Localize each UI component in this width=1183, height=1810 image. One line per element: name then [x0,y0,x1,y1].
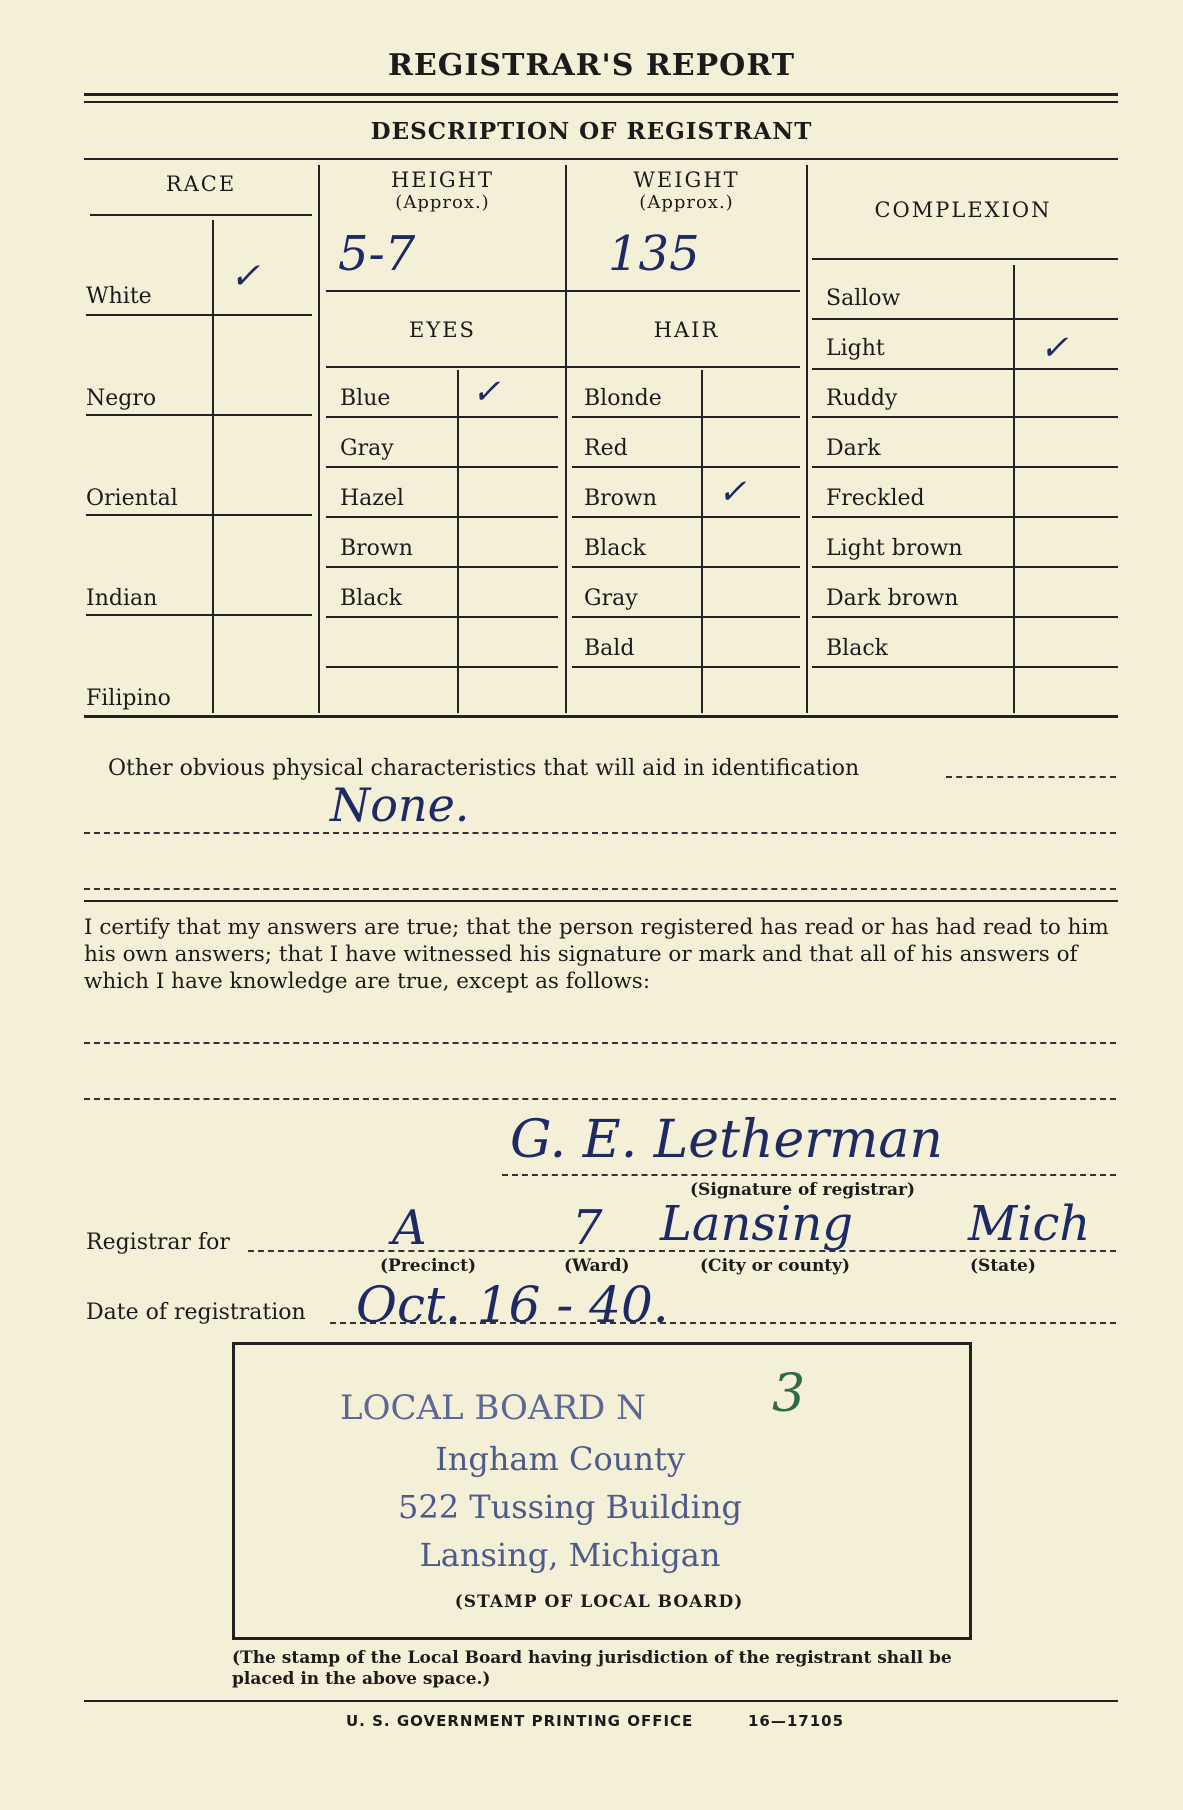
form-number: 16—17105 [748,1712,845,1730]
other-characteristics-answer: None. [330,778,470,832]
complexion-option-light-brown: Light brown [826,536,963,561]
hair-option-blonde: Blonde [584,386,662,411]
complexion-option-dark-brown: Dark brown [826,586,959,611]
row-rule [572,416,800,418]
state-caption: (State) [970,1256,1036,1276]
dotted-line [84,888,1116,890]
race-option-white: White [86,284,152,309]
stamp-note: (The stamp of the Local Board having jurisdiction of the registrant shall be placed in the above space.) [232,1648,952,1689]
table-top-rule [84,158,1118,160]
footer-rule [84,1700,1118,1702]
eyes-mark-divider [457,370,459,713]
row-rule [812,616,1118,618]
registrar-signature: G. E. Letherman [510,1110,943,1170]
city-value: Lansing [660,1196,854,1252]
weight-value: 135 [608,226,700,282]
other-characteristics-prompt: Other obvious physical characteristics that will aid in identification [108,756,860,781]
hair-option-red: Red [584,436,628,461]
hair-option-gray: Gray [584,586,638,611]
section-rule [84,900,1118,902]
eyes-option-gray: Gray [340,436,394,461]
stamp-line-3: 522 Tussing Building [398,1488,742,1526]
eyes-checkmark: ✓ [472,372,501,412]
race-option-filipino: Filipino [86,686,171,711]
eyes-option-brown: Brown [340,536,413,561]
complexion-header-rule [812,258,1118,260]
eyes-option-black: Black [340,586,402,611]
row-rule [86,514,312,516]
dotted-line [946,776,1116,778]
hair-mark-divider [701,370,703,713]
row-rule [86,314,312,316]
title-rule-2 [84,101,1118,103]
height-value: 5-7 [338,226,416,282]
row-rule [812,566,1118,568]
col-divider [806,165,808,713]
dotted-line [84,1042,1116,1044]
weight-header-label: WEIGHT [633,168,740,192]
complexion-option-freckled: Freckled [826,486,925,511]
height-header-label: HEIGHT [390,168,495,192]
table-bottom-rule [84,715,1118,718]
row-rule [572,616,800,618]
race-header-rule [90,214,312,216]
eyes-option-hazel: Hazel [340,486,404,511]
row-rule [326,666,558,668]
date-value: Oct. 16 - 40. [356,1276,669,1334]
row-rule [572,466,800,468]
stamp-line-2: Ingham County [435,1440,685,1478]
stamp-caption: (STAMP OF LOCAL BOARD) [454,1592,744,1612]
city-caption: (City or county) [700,1256,851,1276]
complexion-mark-divider [1013,265,1015,713]
complexion-option-ruddy: Ruddy [826,386,898,411]
signature-caption: (Signature of registrar) [690,1180,916,1200]
registrar-for-label: Registrar for [86,1230,230,1255]
row-rule [326,616,558,618]
ward-value: 7 [572,1200,603,1256]
title-rule [84,93,1118,96]
row-rule [86,414,312,416]
row-rule [572,516,800,518]
signature-line [502,1174,1116,1176]
complexion-header: COMPLEXION [874,198,1052,222]
row-rule [326,516,558,518]
ward-caption: (Ward) [564,1256,630,1276]
page-title: REGISTRAR'S REPORT [387,48,796,83]
race-mark-divider [212,220,214,713]
complexion-option-dark: Dark [826,436,881,461]
height-header [320,168,565,213]
race-checkmark: ✓ [230,256,261,297]
complexion-option-sallow: Sallow [826,286,901,311]
dotted-line [84,832,1116,834]
row-rule [326,416,558,418]
race-option-oriental: Oriental [86,486,178,511]
row-rule [326,466,558,468]
complexion-option-light: Light [826,336,885,361]
printer-credit: U. S. GOVERNMENT PRINTING OFFICE [346,1712,694,1730]
col-divider [318,165,320,713]
row-rule [572,566,800,568]
precinct-value: A [392,1200,427,1256]
race-option-negro: Negro [86,386,157,411]
height-header-sub: (Approx.) [395,192,490,213]
hair-option-black: Black [584,536,646,561]
row-rule [812,466,1118,468]
row-rule [812,318,1118,320]
hair-option-brown: Brown [584,486,657,511]
weight-header [567,168,806,213]
race-option-indian: Indian [86,586,158,611]
stamp-line-4: Lansing, Michigan [419,1536,721,1574]
stamp-board-number: 3 [772,1364,806,1424]
hair-option-bald: Bald [584,636,635,661]
state-value: Mich [968,1196,1091,1252]
row-rule [572,666,800,668]
eyes-hair-header-rule [326,366,800,368]
weight-header-sub: (Approx.) [639,192,734,213]
col-divider [565,165,567,713]
certification-text: I certify that my answers are true; that the person registered has read or has had read to him his own answers; that I have witnessed his signature or mark and that all of his answers of which I have knowledge are true, except as follows: [84,915,1109,994]
dotted-line [84,1098,1116,1100]
row-rule [86,614,312,616]
complexion-checkmark: ✓ [1040,328,1069,368]
date-label: Date of registration [86,1300,306,1325]
row-rule [812,666,1118,668]
hair-checkmark: ✓ [718,472,747,512]
precinct-caption: (Precinct) [380,1256,477,1276]
complexion-option-black: Black [826,636,888,661]
hair-header: HAIR [653,318,720,342]
eyes-option-blue: Blue [340,386,391,411]
race-header: RACE [165,172,237,196]
eyes-header: EYES [409,318,476,342]
stamp-line-1: LOCAL BOARD N [340,1388,646,1428]
row-rule [812,368,1118,370]
hw-bottom-rule [326,290,800,292]
row-rule [812,516,1118,518]
section-subtitle: DESCRIPTION OF REGISTRANT [370,118,813,145]
row-rule [812,416,1118,418]
row-rule [326,566,558,568]
